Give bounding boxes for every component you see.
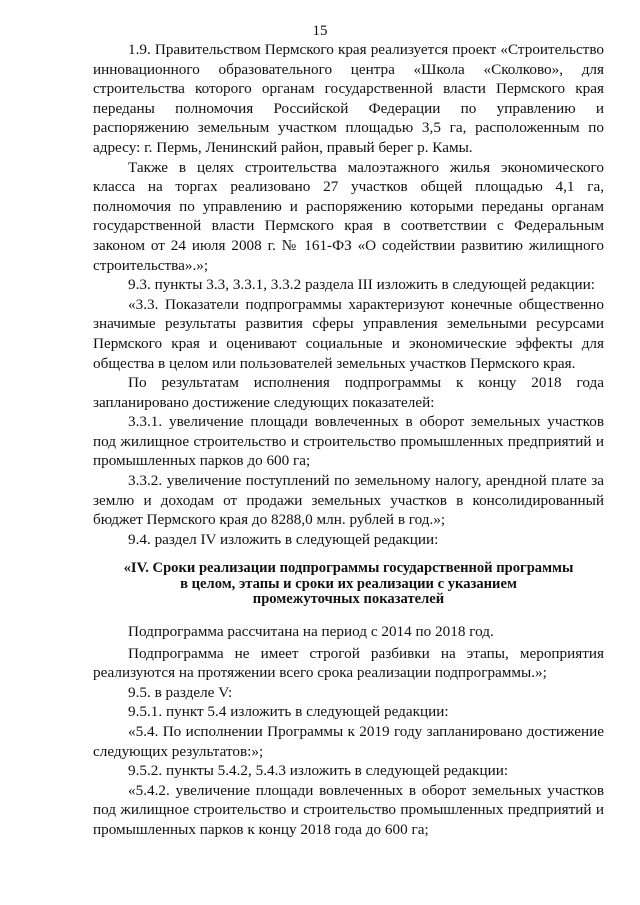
paragraph-stages: Подпрограмма не имеет строгой разбивки на этапы, мероприятия реализуются на протяжении всего срока реализации подпрограммы.»; xyxy=(93,644,604,682)
paragraph-5-4-2: «5.4.2. увеличение площади вовлеченных в оборот земельных участков под жилищное строительство и строительство промышленных предприятий и промышленных парков к концу 2018 года до 600 га; xyxy=(93,781,604,838)
paragraph-3-3-2: 3.3.2. увеличение поступлений по земельному налогу, арендной плате за землю и доходам от продажи земельных участков в консолидированный бюджет Пермского края до 8288,0 млн. рублей в год.»; xyxy=(93,472,604,529)
paragraph-3-3-1: 3.3.1. увеличение площади вовлеченных в оборот земельных участков под жилищное строительство и строительство промышленных предприятий и промышленных парков до 600 га; xyxy=(93,413,604,470)
section-heading-line-1: «IV. Сроки реализации подпрограммы государственной программы xyxy=(123,560,574,577)
paragraph-housing: Также в целях строительства малоэтажного жилья экономического класса на торгах реализовано 27 участков общей площадью 4,1 га, полномочия по управлению и распоряжению которыми переданы органам государственной власти Пермского края в соответствии с Федеральным законом от 24 июля 2008 г. № 161-ФЗ «О содействии развитию жилищного строительства».»; xyxy=(93,158,604,274)
paragraph-1-9: 1.9. Правительством Пермского края реализуется проект «Строительство инновационного образовательного центра «Школа «Сколково», для строительства которого органам государственной власти Пермского края переданы полномочия Российской Федерации по управлению и распоряжению земельным участком площадью 3,5 га, расположенным по адресу: г. Пермь, Ленинский район, правый берег р. Камы. xyxy=(93,41,604,156)
page-number: 15 xyxy=(312,23,328,39)
paragraph-5-4: «5.4. По исполнении Программы к 2019 году запланировано достижение следующих результатов:»; xyxy=(93,722,604,760)
paragraph-9-5-1: 9.5.1. пункт 5.4 изложить в следующей редакции: xyxy=(128,703,449,721)
paragraph-period: Подпрограмма рассчитана на период с 2014 по 2018 год. xyxy=(128,622,494,640)
paragraph-results: По результатам исполнения подпрограммы к концу 2018 года запланировано достижение следующих показателей: xyxy=(93,374,604,411)
document-body xyxy=(93,40,604,839)
section-heading-line-2: в целом, этапы и сроки их реализации с указанием xyxy=(180,575,517,592)
paragraph-3-3: «3.3. Показатели подпрограммы характеризуют конечные общественно значимые результаты развития сферы управления земельными ресурсами Пермского края и оценивают социальные и экономические эффекты для общества в целом или пользователей земельных участков Пермского края. xyxy=(93,295,604,372)
paragraph-9-4: 9.4. раздел IV изложить в следующей редакции: xyxy=(128,530,439,548)
section-heading-line-3: промежуточных показателей xyxy=(252,591,445,608)
section-heading xyxy=(93,561,604,608)
paragraph-9-3: 9.3. пункты 3.3, 3.3.1, 3.3.2 раздела III изложить в следующей редакции: xyxy=(128,276,595,294)
paragraph-9-5: 9.5. в разделе V: xyxy=(128,683,233,701)
paragraph-9-5-2: 9.5.2. пункты 5.4.2, 5.4.3 изложить в следующей редакции: xyxy=(128,762,509,780)
